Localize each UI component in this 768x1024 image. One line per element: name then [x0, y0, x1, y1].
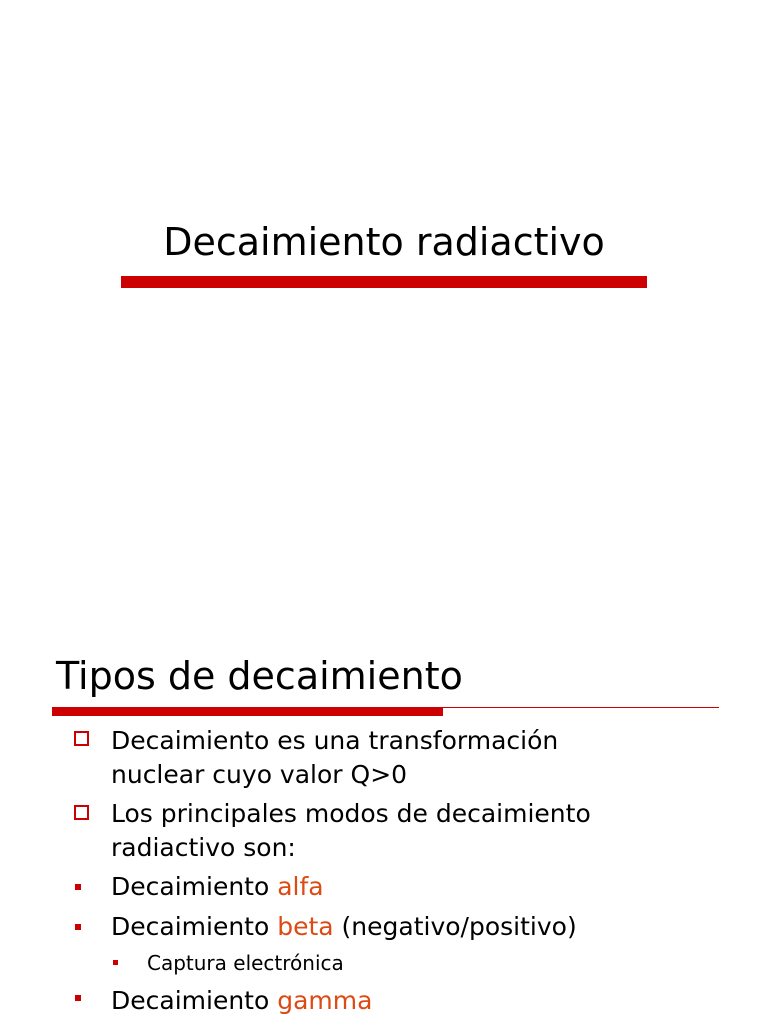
mode-suffix: (negativo/positivo) [333, 912, 577, 941]
slide-1-title: Decaimiento radiactivo [163, 220, 605, 264]
mode-beta [111, 910, 577, 944]
bullet-modes-line-1: Los principales modos de decaimiento [111, 799, 591, 828]
slide-2-title: Tipos de decaimiento [56, 654, 463, 698]
hollow-square-bullet-icon [74, 731, 89, 746]
mode-highlight-alfa: alfa [277, 872, 324, 901]
mode-gamma [111, 984, 372, 1018]
mode-alfa [111, 870, 324, 904]
mode-prefix: Decaimiento [111, 912, 278, 941]
hollow-square-bullet-icon [74, 805, 89, 820]
square-bullet-icon [75, 884, 81, 890]
title-rule-thick [52, 707, 443, 716]
bullet-definition-line-2: nuclear cuyo valor Q>0 [111, 760, 408, 789]
title-rule-thin [443, 707, 719, 708]
square-bullet-icon [75, 924, 81, 930]
mode-prefix: Decaimiento [111, 986, 278, 1015]
mode-highlight-beta: beta [277, 912, 334, 941]
title-underline [121, 276, 647, 288]
square-bullet-icon [75, 995, 81, 1001]
small-square-bullet-icon [113, 960, 118, 965]
mode-prefix: Decaimiento [111, 872, 278, 901]
sub-mode-captura: Captura electrónica [147, 951, 344, 975]
bullet-definition-line-1: Decaimiento es una transformación [111, 726, 559, 755]
mode-highlight-gamma: gamma [277, 986, 373, 1015]
bullet-modes-line-2: radiactivo son: [111, 833, 296, 862]
